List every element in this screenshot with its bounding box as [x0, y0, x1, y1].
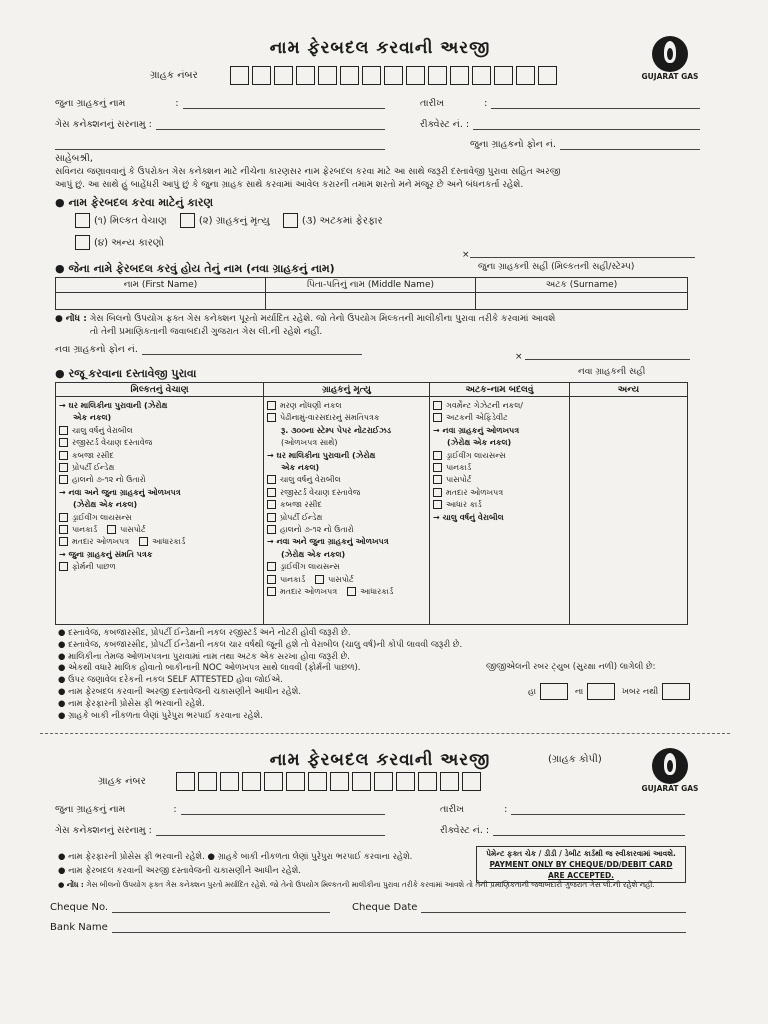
arrow-icon: →	[267, 450, 277, 460]
sale-doc-item	[59, 450, 260, 462]
old-phone-label: જુના ગ્રાહકનો ફોન નં.	[470, 139, 556, 150]
reason-death-label: (૨) ગ્રાહકનું મૃત્યુ	[198, 215, 270, 227]
death-doc-item	[267, 574, 426, 586]
copy-address-label: ગેસ કનેક્શનનું સરનામુ :	[55, 825, 152, 836]
col-death-header: ગ્રાહકનું મૃત્યુ	[264, 383, 430, 397]
death-doc-item	[267, 400, 426, 412]
notes-list	[58, 628, 462, 722]
death-doc-label: મરણ નોંધણી નકલ	[280, 401, 342, 410]
sale-doc-label: રજીસ્ટર્ડ વેચાણ દસ્તાવેજ	[72, 438, 153, 448]
sale-doc-item	[59, 412, 260, 424]
arrow-icon: →	[59, 401, 69, 410]
death-doc-label: કબજા રસીદ	[280, 500, 322, 510]
death-doc-item	[267, 425, 426, 437]
death-doc-checkbox[interactable]	[267, 513, 276, 522]
bank-name-field[interactable]	[112, 922, 686, 933]
gujarat-gas-logo	[640, 36, 700, 81]
sale-doc-label: મતદાર ઓળખપત્ર	[72, 537, 130, 547]
payment-notice-gujarati: પેમેન્ટ ફક્ત ચેક / ડીડી / ડેબીટ કાર્ડથી જ સ્વીકારવામાં આવશે.	[486, 849, 676, 858]
reason-other-label: (૪) અન્ય કારણો	[94, 237, 165, 249]
note-item: ● દસ્તાવેજ, કબજારસીદ, પ્રોપર્ટી ઈન્ડેક્ષની નકલ ચાર વર્ષથી જૂની હશે તો વેરાબીલ (ચાલુ વર્ષ)ની કોપી લાવવી જરૂરી છે.	[58, 639, 463, 650]
application-form-page: નામ ફેરબદલ કરવાની અરજી GUJARAT GAS ગ્રાહક નંબર જુના ગ્રાહકનું નામ : તારીખ : ગેસ કનેક્શનનું સરનામુ : રીક્વેસ્ટ નં. : જુના ગ્રાહકનો ફોન નં. સાહેબશ્રી, સવિનય જણાવવાનું કે ઉપરોક્ત ગેસ કનેક્શન માટે નીચેના કારણસર નામ ફેરબદલ કરવા માટે આ સાથે જરૂરી દસ્તાવેજી પુરાવા સહિત અરજી આપું છું. આ સાથે હું બાહેંધરી આપું છું કે જુના ગ્રાહક સાથે કરવામાં આવેલ કરારની તમામ શરતો મને મંજૂર છે અને બંધનકર્તા રહેશે. ● નામ ફેરબદલ કરવા માટેનું કારણ (૧) મિલ્કત વેચાણ (૨) ગ્રાહકનું મૃત્યુ (૩) અટકમાં ફેરફાર (૪) અન્ય કારણો × જુના ગ્રાહકની સહી (મિલ્કતની સહી/સ્ટેમ્પ) ● જેના નામે ફેરબદલ કરવું હોય તેનું નામ (નવા ગ્રાહકનું નામ) નામ (First Name) પિતા-પતિનું નામ (Middle Name) અટક (Surname) ● નોંધ : ગેસ બિલનો ઉપયોગ ફક્ત ગેસ કનેક્શન પૂરતો મર્યાદિત રહેશે. જો તેનો ઉપયોગ મિલ્કતની માલીકીના પુરાવા તરીકે કરવામાં આવશે તો તેની પ્રમાણિકતાની જવાબદારી ગુજરાત ગેસ લી.ની રહેશે નહીં. નવા ગ્રાહકનો ફોન નં. × નવા ગ્રાહકની સહી ● રજૂ કરવાના દસ્તાવેજી પુરાવા મિલ્કતનું વેચાણ ગ્રાહકનું મૃત્યુ અટક-નામ બદલવું અન્ય → ઘર માલિકીના પુરાવાની (ઝેરોક્ષ એક નકલ) ચાલુ વર્ષનું વેરાબીલ રજીસ્ટર્ડ વેચાણ દસ્તાવેજ કબજા રસીદ પ્રોપર્ટી ઈન્ડેક્ષ હાલનો ૭-૧૨ નો ઉતારો → નવા અને જુના ગ્રાહકનું ઓળખપત્ર (ઝેરોક્ષ એક નકલ) ડ્રાઈવીંગ લાયસન્સ પાનકાર્ડ પાસપોર્ટ મતદાર ઓળખપત્ર આધારકાર્ડ → જુના ગ્રાહકનું સંમતિ પત્રક ફોર્મની પાછળ મરણ નોંધણી નકલ પેઢીનામું-વારસદારનું સંમતિપત્રક રૂ. ૩૦૦ના સ્ટેમ્પ પેપર નોટરાઈઝડ (ઓળખપત્ર સાથે) → ઘર માલિકીના પુરાવાની (ઝેરોક્ષ એક નકલ) ચાલુ વર્ષનું વેરાબીલ રજીસ્ટર્ડ વેચાણ દસ્તાવેજ કબજા રસીદ પ્રોપર્ટી ઈન્ડેક્ષ હાલનો ૭-૧૨ નો ઉતારો → નવા અને જુના ગ્રાહકનું ઓળખપત્ર (ઝેરોક્ષ એક નકલ) ડ્રાઈવીંગ લાયસન્સ પાનકાર્ડ પાસપોર્ટ મતદાર ઓળખપત્ર આધારકાર્ડ ગવર્મેન્ટ ગેઝેટની નકલ/ અટકની એફિડેવીટ → નવા ગ્રાહકનું ઓળખપત્ર (ઝેરોક્ષ એક નકલ) ડ્રાઈવીંગ લાયસન્સ પાનકાર્ડ પાસપોર્ટ મતદાર ઓળખપત્ર આધાર કાર્ડ → ચાલુ વર્ષનું વેરાબીલ ● દસ્તાવેજ, કબજારસીદ, પ્રોપર્ટી ઈન્ડેક્ષની નકલ રજીસ્ટર્ડ અને નોટરી હોવી જરૂરી છે. ● દસ્તાવેજ, કબજારસીદ, પ્રોપર્ટી ઈન્ડેક્ષની નકલ ચાર વર્ષથી જૂની હશે તો વેરાબીલ (ચાલુ વર્ષ)ની કોપી લાવવી જરૂરી છે. ● માલિકીના તેમજ ઓળખપત્રના પુરાવામાં નામ તથા અટક એક સરખા હોવા જરૂરી છે. ● એકથી વધારે માલિક હોવાતો બાકીનાની NOC ઓળખપત્ર સાથે લાવવી (ફોર્મની પાછળ). ● ઉપર જણાવેલ દરેકની નકલ SELF ATTESTED હોવા જોઈએ. ● નામ ફેરબદલ કરવાની અરજી દસ્તાવેજની ચકાસણીને આધીન રહેશે. ● નામ ફેરફારની પ્રોસેસ ફી ભરવાની રહેશે. ● ગ્રાહકે બાકી નીકળતા લેણાં પુરેપુરા ભરપાઈ કરવાના રહેશે. જીજીએલની રબર ટ્યુબ (સુરક્ષા નળી) લાગેલી છે: હા ના ખબર નથી નામ ફેરબદલ કરવાની અરજી (ગ્રાહક કોપી) GUJARAT GAS ગ્રાહક નંબર જુના ગ્રાહકનું નામ : તારીખ : ગેસ કનેક્શનનું સરનામુ : રીક્વેસ્ટ નં. : ● નામ ફેરફારની પ્રોસેસ ફી ભરવાની રહેશે. ● ગ્રાહકે બાકી નીકળતા લેણાં પુરેપુરા ભરપાઈ કરવાના રહેશે. ● નામ ફેરબદલ કરવાની અરજી દસ્તાવેજની ચકાસણીને આધીન રહેશે. ● નોંધ : ગેસ બીલનો ઉપયોગ ફક્ત ગેસ કનેક્શન પુરતો મર્યાદિત રહેશે. જો તેનો ઉપયોગ મિલ્કતની માલીકીના પુરાવા તરીકે કરવામાં આવશે તો તેની પ્રમાણિકતાની જવાબદારી ગુજરાત ગેસ લી.ની રહેશે નહીં. પેમેન્ટ ફક્ત ચેક / ડીડી / ડેબીટ કાર્ડથી જ સ્વીકારવામાં આવશે. PAYMENT ONLY BY CHEQUE/DD/DEBIT CARD ARE ACCEPTED. Cheque No. Cheque Date Bank Name	[0, 0, 768, 1024]
surname-doc-item	[433, 499, 566, 511]
sale-doc-item	[59, 524, 260, 536]
copy-note-c: ● નોંધ : ગેસ બીલનો ઉપયોગ ફક્ત ગેસ કનેક્શન પુરતો મર્યાદિત રહેશે. જો તેનો ઉપયોગ મિલ્કતની માલીકીના પુરાવા તરીકે કરવામાં આવશે તો તેની પ્રમાણિકતાની જવાબદારી ગુજરાત ગેસ લી.ની રહેશે નહીં.	[58, 880, 655, 889]
dontknow-label: ખબર નથી	[621, 687, 659, 697]
death-doc-label: ઘર માલિકીના પુરાવાની (ઝેરોક્ષ	[276, 450, 376, 460]
surname-doc-checkbox[interactable]	[433, 451, 442, 460]
surname-header: અટક (Surname)	[476, 278, 688, 293]
note-item: ● એકથી વધારે માલિક હોવાતો બાકીનાની NOC ઓળખપત્ર સાથે લાવવી (ફોર્મની પાછળ).	[58, 663, 361, 674]
declaration-line-1: સવિનય જણાવવાનું કે ઉપરોક્ત ગેસ કનેક્શન માટે નીચેના કારણસર નામ ફેરબદલ કરવા માટે આ સાથે જરૂરી દસ્તાવેજી પુરાવા સહિત અરજી	[55, 167, 561, 177]
sale-doc-checkbox[interactable]	[59, 537, 68, 546]
death-doc-label: રૂ. ૩૦૦ના સ્ટેમ્પ પેપર નોટરાઈઝડ	[281, 425, 391, 435]
sale-doc-checkbox[interactable]	[107, 525, 116, 534]
docs-heading: ● રજૂ કરવાના દસ્તાવેજી પુરાવા	[55, 367, 197, 380]
sale-doc-label: જુના ગ્રાહકનું સંમતિ પત્રક	[68, 549, 153, 559]
sale-doc-item	[59, 400, 260, 412]
surname-doc-label: ચાલુ વર્ષનું વેરાબીલ	[442, 512, 504, 522]
reason-heading: ● નામ ફેરબદલ કરવા માટેનું કારણ	[55, 196, 214, 209]
surname-doc-label: નવા ગ્રાહકનું ઓળખપત્ર	[442, 425, 520, 435]
arrow-icon: →	[59, 487, 69, 497]
sale-doc-label: પાસપોર્ટ	[120, 525, 146, 535]
copy-customer-number-boxes[interactable]	[176, 772, 484, 791]
arrow-icon: →	[433, 512, 443, 522]
sale-doc-item	[59, 487, 260, 499]
copy-date-label: તારીખ	[440, 804, 465, 815]
yes-box[interactable]	[540, 683, 568, 700]
flame-icon	[652, 36, 688, 72]
payment-notice	[476, 846, 686, 883]
arrow-icon: →	[267, 537, 277, 547]
col-other-header: અન્ય	[570, 383, 688, 397]
new-phone-label: નવા ગ્રાહકનો ફોન નં.	[55, 344, 138, 355]
new-signature-line[interactable]	[525, 352, 690, 360]
copy-note-b: ● નામ ફેરબદલ કરવાની અરજી દસ્તાવેજની ચકાસણીને આધીન રહેશે.	[58, 866, 301, 876]
sale-doc-label: નવા અને જુના ગ્રાહકનું ઓળખપત્ર	[68, 487, 181, 497]
note-item: ● ઉપર જણાવેલ દરેકની નકલ SELF ATTESTED હોવા જોઈએ.	[58, 675, 283, 686]
copy-date-field[interactable]	[511, 804, 685, 815]
first-name-header: નામ (First Name)	[56, 278, 266, 293]
sale-doc-checkbox[interactable]	[59, 438, 68, 447]
copy-note-a: ● નામ ફેરફારની પ્રોસેસ ફી ભરવાની રહેશે. ● ગ્રાહકે બાકી નીકળતા લેણાં પુરેપુરા ભરપાઈ કરવાના રહેશે.	[58, 852, 413, 862]
death-doc-checkbox[interactable]	[267, 401, 276, 410]
reason-surname-label: (૩) અટકમાં ફેરફાર	[301, 215, 383, 227]
cheque-no-field[interactable]	[112, 902, 330, 913]
sale-doc-checkbox[interactable]	[59, 525, 68, 534]
payment-notice-english: PAYMENT ONLY BY CHEQUE/DD/DEBIT CARD ARE ACCEPTED.	[489, 860, 673, 880]
surname-doc-checkbox[interactable]	[433, 401, 442, 410]
death-doc-item	[267, 524, 426, 536]
surname-doc-item	[433, 474, 566, 486]
rubber-tube-question: જીજીએલની રબર ટ્યુબ (સુરક્ષા નળી) લાગેલી છે:	[486, 662, 656, 672]
death-doc-checkbox[interactable]	[347, 587, 356, 596]
death-doc-checkbox[interactable]	[267, 413, 276, 422]
arrow-icon: →	[433, 425, 443, 435]
sale-doc-label: ઘર માલિકીના પુરાવાની (ઝેરોક્ષ	[68, 401, 168, 410]
note-line-2: તો તેની પ્રમાણિકતાની જવાબદારી ગુજરાત ગેસ લી.ની રહેશે નહીં.	[90, 327, 323, 337]
date-label: તારીખ	[420, 98, 445, 109]
death-doc-label: હાલનો ૭-૧૨ નો ઉતારો	[280, 525, 354, 535]
death-doc-label: પાસપોર્ટ	[328, 574, 354, 584]
death-doc-item	[267, 474, 426, 486]
tear-line	[40, 733, 730, 734]
death-doc-item	[267, 512, 426, 524]
sale-doc-label: (ઝેરોક્ષ એક નકલ)	[73, 500, 138, 510]
death-doc-item	[267, 586, 426, 598]
death-doc-item	[267, 412, 426, 424]
death-doc-checkbox[interactable]	[267, 587, 276, 596]
surname-doc-label: ગવર્મેન્ટ ગેઝેટની નકલ/	[446, 401, 523, 410]
note-item: ● નામ ફેરબદલ કરવાની અરજી દસ્તાવેજની ચકાસણીને આધીન રહેશે.	[58, 686, 301, 697]
old-customer-name-field[interactable]	[183, 98, 385, 109]
note-item: ● ગ્રાહકે બાકી નીકળતા લેણાં પુરેપુરા ભરપાઈ કરવાના રહેશે.	[58, 710, 263, 721]
old-signature-line[interactable]	[470, 250, 695, 258]
reasons-row-2	[75, 235, 164, 250]
form-title: નામ ફેરબદલ કરવાની અરજી	[269, 38, 491, 58]
surname-doc-item	[433, 437, 566, 449]
sale-doc-item	[59, 512, 260, 524]
sale-doc-label: કબજા રસીદ	[72, 450, 114, 460]
new-phone-field[interactable]	[142, 344, 362, 355]
cheque-date-field[interactable]	[421, 902, 686, 913]
death-doc-label: નવા અને જુના ગ્રાહકનું ઓળખપત્ર	[276, 537, 389, 547]
copy-gujarat-gas-logo	[640, 748, 700, 793]
death-doc-label: (ઝેરોક્ષ એક નકલ)	[281, 549, 346, 559]
surname-doc-label: (ઝેરોક્ષ એક નકલ)	[447, 438, 512, 448]
copy-old-name-label: જુના ગ્રાહકનું નામ	[55, 804, 126, 815]
customer-number-boxes[interactable]	[230, 66, 560, 85]
address-line-2[interactable]	[55, 139, 385, 150]
death-doc-label: ચાલુ વર્ષનું વેરાબીલ	[280, 475, 341, 485]
death-doc-label: (ઓળખપત્ર સાથે)	[281, 438, 338, 448]
surname-doc-item	[433, 400, 566, 412]
surname-field[interactable]	[476, 293, 688, 310]
death-doc-checkbox[interactable]	[267, 562, 276, 571]
dontknow-box[interactable]	[662, 683, 690, 700]
salutation: સાહેબશ્રી,	[55, 153, 93, 164]
death-doc-item	[267, 487, 426, 499]
customer-number-label: ગ્રાહક નંબર	[150, 70, 198, 81]
sale-doc-item	[59, 536, 260, 548]
death-doc-label: રજીસ્ટર્ડ વેચાણ દસ્તાવેજ	[280, 487, 361, 497]
gas-address-label: ગેસ કનેક્શનનું સરનામુ :	[55, 119, 152, 130]
sale-doc-item	[59, 499, 260, 511]
no-box[interactable]	[587, 683, 615, 700]
cheque-no-label: Cheque No.	[50, 902, 109, 913]
death-doc-checkbox[interactable]	[267, 475, 276, 484]
sale-doc-item	[59, 437, 260, 449]
sale-doc-label: ડ્રાઈવીંગ લાયસન્સ	[72, 512, 132, 522]
logo-text: GUJARAT GAS	[641, 72, 699, 81]
death-doc-label: મતદાર ઓળખપત્ર	[280, 587, 338, 597]
first-name-field[interactable]	[56, 293, 266, 310]
sale-doc-item	[59, 549, 260, 561]
surname-doc-item	[433, 487, 566, 499]
death-doc-item	[267, 549, 426, 561]
death-doc-label: આધારકાર્ડ	[360, 587, 394, 597]
documents-table	[55, 382, 688, 625]
yes-label: હા	[528, 687, 537, 697]
surname-doc-label: પાસપોર્ટ	[446, 475, 472, 485]
sale-doc-item	[59, 462, 260, 474]
no-label: ના	[574, 687, 584, 697]
middle-name-header: પિતા-પતિનું નામ (Middle Name)	[266, 278, 476, 293]
death-doc-label: પ્રોપર્ટી ઈન્ડેક્ષ	[280, 512, 323, 522]
surname-doc-checkbox[interactable]	[433, 413, 442, 422]
sale-doc-label: હાલનો ૭-૧૨ નો ઉતારો	[72, 475, 146, 485]
note-item: ● માલિકીના તેમજ ઓળખપત્રના પુરાવામાં નામ તથા અટક એક સરખા હોવા જરૂરી છે.	[58, 651, 350, 662]
sale-doc-label: ચાલુ વર્ષનું વેરાબીલ	[72, 425, 133, 435]
death-doc-label: પાનકાર્ડ	[280, 574, 306, 584]
surname-doc-item	[433, 412, 566, 424]
col-sale-header: મિલ્કતનું વેચાણ	[56, 383, 264, 397]
reasons-row-1	[75, 213, 383, 228]
sale-doc-checkbox[interactable]	[59, 426, 68, 435]
reason-death-checkbox[interactable]	[180, 213, 195, 228]
death-doc-item	[267, 499, 426, 511]
old-phone-field[interactable]	[560, 139, 700, 150]
death-doc-item	[267, 536, 426, 548]
reason-surname-checkbox[interactable]	[283, 213, 298, 228]
surname-doc-item	[433, 462, 566, 474]
sale-doc-label: ફોર્મની પાછળ	[72, 562, 116, 572]
surname-doc-label: મતદાર ઓળખપત્ર	[446, 487, 504, 497]
sale-doc-checkbox[interactable]	[139, 537, 148, 546]
rubber-tube-options	[528, 683, 694, 700]
copy-address-field[interactable]	[156, 825, 385, 836]
middle-name-field[interactable]	[266, 293, 476, 310]
death-doc-checkbox[interactable]	[267, 500, 276, 509]
request-no-label: રીક્વેસ્ટ નં. :	[420, 119, 470, 130]
death-doc-checkbox[interactable]	[315, 575, 324, 584]
surname-doc-item	[433, 450, 566, 462]
col-surname-header: અટક-નામ બદલવું	[430, 383, 570, 397]
note-line-1: ● નોંધ : ગેસ બિલનો ઉપયોગ ફક્ત ગેસ કનેક્શન પૂરતો મર્યાદિત રહેશે. જો તેનો ઉપયોગ મિલ્કતની માલીકીના પુરાવા તરીકે કરવામાં આવશે	[55, 314, 556, 324]
col-surname-items	[430, 397, 570, 625]
surname-doc-checkbox[interactable]	[433, 475, 442, 484]
arrow-icon: →	[59, 549, 69, 559]
reason-sale-checkbox[interactable]	[75, 213, 90, 228]
col-sale-items	[56, 397, 264, 625]
bank-name-label: Bank Name	[50, 922, 108, 933]
death-doc-checkbox[interactable]	[267, 575, 276, 584]
surname-doc-label: અટકની એફિડેવીટ	[446, 413, 508, 423]
copy-label: (ગ્રાહક કોપી)	[548, 754, 602, 765]
death-doc-checkbox[interactable]	[267, 525, 276, 534]
death-doc-label: પેઢીનામું-વારસદારનું સંમતિપત્રક	[280, 413, 380, 423]
sale-doc-checkbox[interactable]	[59, 562, 68, 571]
new-signature-label: નવા ગ્રાહકની સહી	[578, 367, 646, 377]
surname-doc-item	[433, 512, 566, 524]
copy-old-name-field[interactable]	[181, 804, 385, 815]
copy-request-label: રીક્વેસ્ટ નં. :	[440, 825, 490, 836]
surname-doc-checkbox[interactable]	[433, 488, 442, 497]
death-doc-label: એક નકલ)	[281, 463, 320, 473]
death-doc-item	[267, 462, 426, 474]
surname-doc-label: ડ્રાઈવીંગ લાયસન્સ	[446, 450, 506, 460]
copy-customer-number-label: ગ્રાહક નંબર	[98, 776, 146, 787]
sale-doc-checkbox[interactable]	[59, 463, 68, 472]
death-doc-item	[267, 437, 426, 449]
copy-flame-icon	[652, 748, 688, 784]
sale-doc-checkbox[interactable]	[59, 451, 68, 460]
old-customer-name-label: જુના ગ્રાહકનું નામ	[55, 98, 126, 109]
reason-sale-label: (૧) મિલ્કત વેચાણ	[94, 215, 167, 227]
surname-doc-label: આધાર કાર્ડ	[446, 500, 482, 510]
sale-doc-item	[59, 425, 260, 437]
sale-doc-label: પાનકાર્ડ	[72, 525, 98, 535]
death-doc-item	[267, 450, 426, 462]
col-other-items	[570, 397, 688, 625]
new-name-table	[55, 277, 688, 310]
sale-doc-item	[59, 561, 260, 573]
declaration-line-2: આપું છું. આ સાથે હું બાહેંધરી આપું છું કે જુના ગ્રાહક સાથે કરવામાં આવેલ કરારની તમામ શરતો મને મંજૂર છે અને બંધનકર્તા રહેશે.	[55, 180, 524, 190]
note-item: ● નામ ફેરફારની પ્રોસેસ ફી ભરવાની રહેશે.	[58, 698, 205, 709]
surname-doc-checkbox[interactable]	[433, 463, 442, 472]
sale-doc-checkbox[interactable]	[59, 513, 68, 522]
gas-address-field[interactable]	[156, 119, 385, 130]
cheque-date-label: Cheque Date	[352, 902, 418, 913]
sale-doc-item	[59, 474, 260, 486]
note-item: ● દસ્તાવેજ, કબજારસીદ, પ્રોપર્ટી ઈન્ડેક્ષની નકલ રજીસ્ટર્ડ અને નોટરી હોવી જરૂરી છે.	[58, 628, 351, 638]
old-signature-label: જુના ગ્રાહકની સહી (મિલ્કતની સહી/સ્ટેમ્પ)	[478, 262, 635, 272]
surname-doc-label: પાનકાર્ડ	[446, 463, 472, 473]
col-death-items	[264, 397, 430, 625]
copy-logo-text: GUJARAT GAS	[641, 784, 699, 793]
death-doc-checkbox[interactable]	[267, 488, 276, 497]
copy-title: નામ ફેરબદલ કરવાની અરજી	[269, 750, 491, 770]
copy-request-field[interactable]	[493, 825, 685, 836]
reason-other-checkbox[interactable]	[75, 235, 90, 250]
sale-doc-label: એક નકલ)	[73, 413, 112, 423]
request-no-field[interactable]	[473, 119, 700, 130]
death-doc-label: ડ્રાઈવીંગ લાયસન્સ	[280, 562, 340, 572]
sale-doc-checkbox[interactable]	[59, 475, 68, 484]
sale-doc-label: આધારકાર્ડ	[152, 537, 186, 547]
date-field[interactable]	[491, 98, 700, 109]
surname-doc-checkbox[interactable]	[433, 500, 442, 509]
death-doc-item	[267, 561, 426, 573]
new-name-heading: ● જેના નામે ફેરબદલ કરવું હોય તેનું નામ (નવા ગ્રાહકનું નામ)	[55, 262, 335, 275]
sale-doc-label: પ્રોપર્ટી ઈન્ડેક્ષ	[72, 463, 115, 473]
surname-doc-item	[433, 425, 566, 437]
